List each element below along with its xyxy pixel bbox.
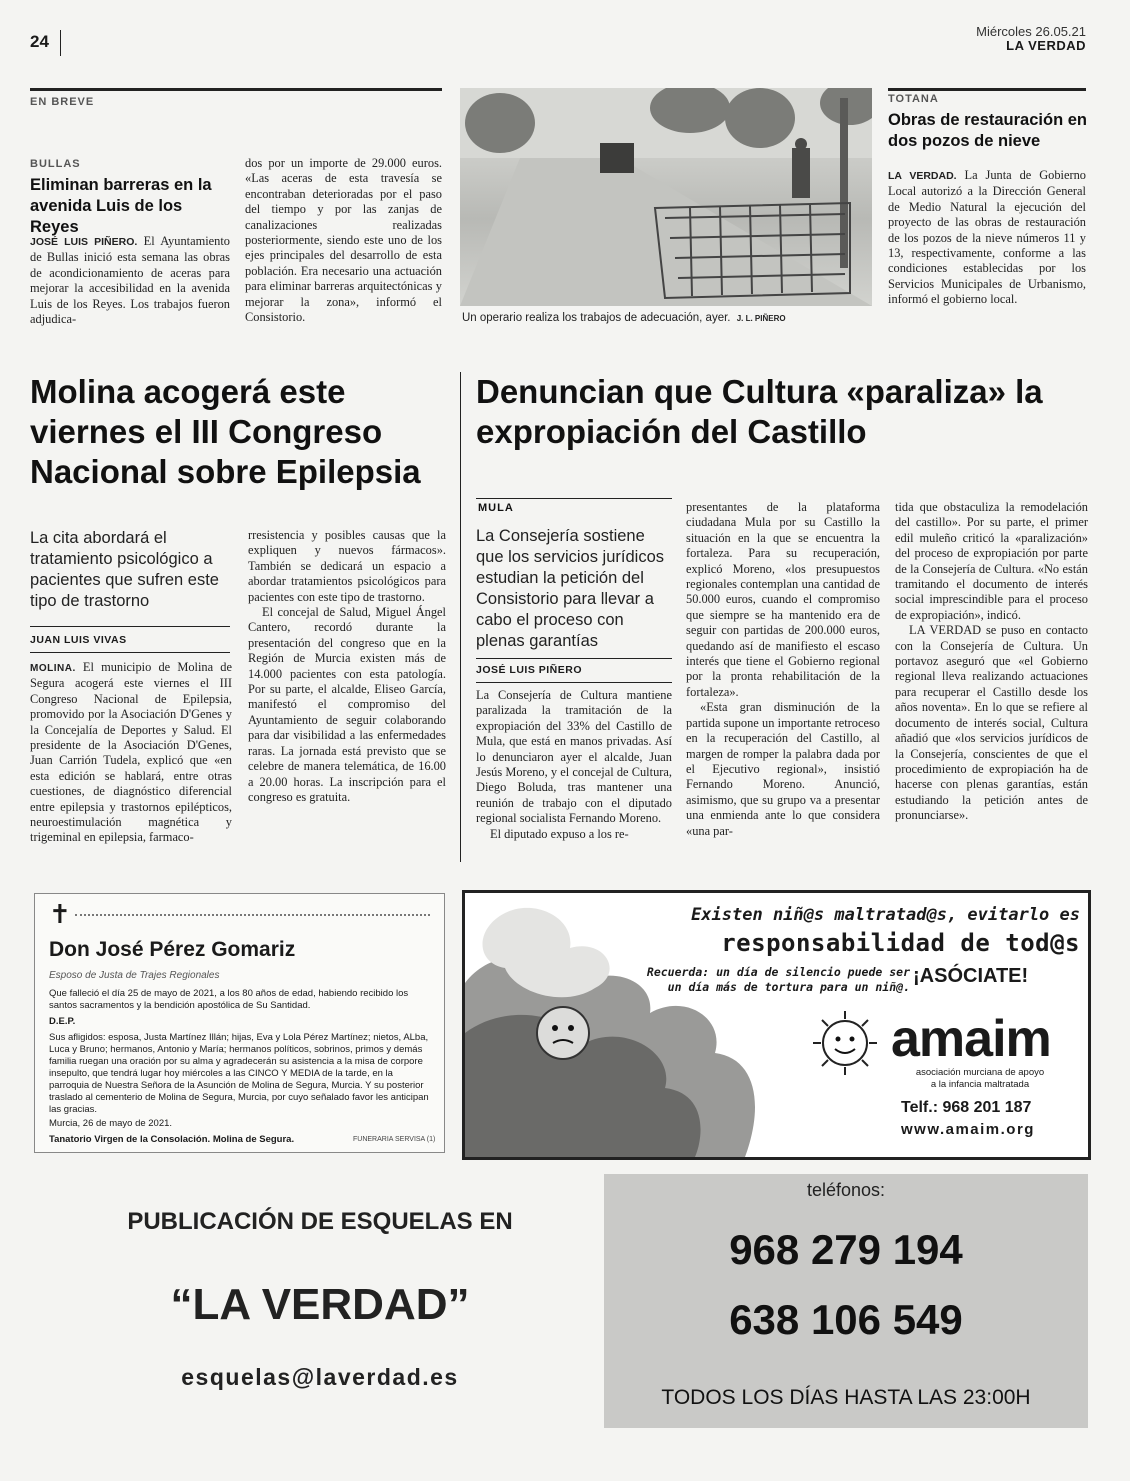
brief-headline: Eliminan barreras en la avenida Luis de los Reyes <box>30 176 212 236</box>
molina-byline-rule <box>30 626 230 627</box>
totana-location: TOTANA <box>888 93 939 105</box>
header-divider <box>60 30 61 56</box>
brief-col2-text: dos por un importe de 29.000 euros. «Las aceras de esta travesía se encontraban deterioradas por el paso del tiempo y por las zanjas de canalizaciones realizadas posteriormente, siendo este uno de los ejes principales del desarrollo de esta población. Era necesario una actuación para eliminar barreras arquitectónicas y mejorar la zona», informó el Consistorio. <box>245 156 442 325</box>
molina-col2-p2: El concejal de Salud, Miguel Ángel Cantero, recordó durante la presentación del congreso que en la Región de Murcia existen más de 14.000 pacientes con esta patología. Por su parte, el alcalde, Eliseo García, manifestó el compromiso del Ayuntamiento de seguir colaborando para dar visibilidad a las enfermedades raras. La jornada está previsto que se celebre de manera telemática, de 16.00 a 20.00 horas. La inscripción para el congreso es gratuita. <box>248 605 446 804</box>
molina-col2 <box>248 528 446 805</box>
header-date: Miércoles 26.05.21 <box>976 24 1086 39</box>
amaim-line2: responsabilidad de tod@s <box>721 929 1080 957</box>
funeral-home: FUNERARIA SERVISA (1) <box>353 1136 436 1143</box>
amaim-ad <box>462 890 1091 1160</box>
esquelas-email: esquelas@laverdad.es <box>181 1364 459 1390</box>
brief-col1-text: El Ayuntamiento de Bullas inició esta semana las obras de acondicionamiento de aceras para mejorar la accesibilidad en la avenida Luis de los Reyes. Los trabajos fueron adjudica- <box>30 234 230 327</box>
totana-text <box>888 168 1086 308</box>
mula-deck: La Consejería sostiene que los servicios jurídicos estudian la petición del Consistorio para llevar a cabo el proceso con plenas garantías <box>476 527 664 650</box>
esquelas-hours: TODOS LOS DÍAS HASTA LAS 23:00H <box>661 1386 1031 1409</box>
amaim-line3b: un día más de tortura para un niñ@. <box>667 980 910 994</box>
brief-byline: JOSÉ LUIS PIÑERO. <box>30 236 138 248</box>
amaim-tagline1: asociación murciana de apoyo <box>915 1067 1045 1078</box>
mula-col3-p1: tida que obstaculiza la remodelación del castillo». Por su parte, el primer edil muleño criticó la «paralización» del proceso de expropiación por parte de la Consejería de Cultura. «No están tramitando el documento de interés social imprescindible para el proceso de expropiación», indicó. <box>895 500 1088 622</box>
obituary-decor-line <box>75 914 430 916</box>
news-photo <box>460 88 872 306</box>
photo-caption <box>462 312 786 324</box>
mula-byline: JOSÉ LUIS PIÑERO <box>476 664 583 676</box>
amaim-phone: Telf.: 968 201 187 <box>901 1099 1032 1116</box>
mula-col1-p2: El diputado expuso a los re- <box>490 826 629 841</box>
amaim-tagline2: a la infancia maltratada <box>930 1079 1030 1090</box>
phone-2: 638 106 549 <box>729 1296 963 1343</box>
phone-1: 968 279 194 <box>729 1226 963 1273</box>
photo-caption-text: Un operario realiza los trabajos de adecuación, ayer. <box>462 312 731 324</box>
molina-col1 <box>30 660 232 846</box>
amaim-web: www.amaim.org <box>901 1121 1035 1138</box>
mula-col2 <box>686 500 880 839</box>
column-divider <box>460 372 461 862</box>
molina-location: MOLINA. <box>30 663 76 674</box>
molina-byline: JUAN LUIS VIVAS <box>30 634 127 646</box>
street-scene-illustration <box>460 88 872 306</box>
esquelas-newspaper: “LA VERDAD” <box>170 1280 470 1329</box>
obituary-name: Don José Pérez Gomariz <box>49 938 296 961</box>
obituary-dep: D.E.P. <box>49 1016 76 1027</box>
newspaper-name: LA VERDAD <box>1006 38 1086 53</box>
cross-icon: ✝ <box>49 900 71 929</box>
amaim-cta: ¡ASÓCIATE! <box>913 965 1029 987</box>
amaim-line1: Existen niñ@s maltratad@s, evitarlo es <box>691 905 1080 925</box>
phones-label: teléfonos: <box>806 1180 886 1200</box>
mula-byline-rule <box>476 658 672 659</box>
amaim-logo: amaim <box>891 1010 1051 1068</box>
esquelas-phone-box <box>604 1174 1088 1428</box>
molina-headline: Molina acogerá este viernes el III Congreso Nacional sobre Epilepsia <box>30 373 421 490</box>
esquelas-title: PUBLICACIÓN DE ESQUELAS EN <box>127 1208 513 1235</box>
obituary-place: Tanatorio Virgen de la Consolación. Molina de Segura. <box>49 1134 295 1145</box>
molina-col2-p1: rresistencia y posibles causas que la expliquen y nuevos fármacos». También se dedicará un espacio a abordar tratamientos psicológicos para pacientes con este tipo de trastorno. <box>248 528 446 604</box>
mula-col3-p2: LA VERDAD se puso en contacto con la Consejería de Cultura. Un portavoz aseguró que «el Gobierno regional lleva realizando actuaciones para recuperar el Castillo desde los años noventa». En lo que se refiere al documento de interés social, Cultura añadió que «los servicios jurídicos de la Consejería, conscientes de que el procedimiento de expropiación ha de hacerse con plenas garantías, están estudiando la petición antes de pronunciarse». <box>895 623 1088 823</box>
amaim-line3a: Recuerda: un día de silencio puede ser <box>646 965 910 979</box>
molina-col1-text: El municipio de Molina de Segura acogerá este viernes el III Congreso Nacional de Epilepsia, promovido por la Asociación D'Genes y la Concejalía de Deportes y Salud. El presidente de la Asociación D'Genes, Juan Carrión Tudela, explicó que «en esta edición se hablará, entre otras cuestiones, de diagnóstico diferencial entre epilepsia y trastornos epilépticos, neuroestimulación magnética y trigeminal en epilepsia, farmaco- <box>30 660 232 845</box>
mula-location: MULA <box>478 502 514 514</box>
brief-top-rule <box>30 88 442 91</box>
molina-byline-rule-bottom <box>30 652 230 653</box>
brief-col2 <box>245 156 442 325</box>
obituary-box <box>34 893 445 1153</box>
mula-col1 <box>476 688 672 842</box>
totana-top-rule <box>888 88 1086 91</box>
obituary-date: Murcia, 26 de mayo de 2021. <box>49 1118 173 1129</box>
page-number: 24 <box>30 32 49 51</box>
obituary-text1: Que falleció el día 25 de mayo de 2021, a los 80 años de edad, habiendo recibido los santos sacramentos y la bendición apostólica de Su Santidad. <box>49 988 409 1011</box>
totana-text-body: La Junta de Gobierno Local autorizó a la Dirección General de Medio Natural la ejecución del proyecto de las obras de restauración de los pozos de la nieve números 11 y 13, respectivamente, conforme a las condiciones establecidas por los Servicios Municipales de Urbanismo, informó el gobierno local. <box>888 168 1086 307</box>
mula-location-rule <box>476 498 672 499</box>
mula-col1-p1: La Consejería de Cultura mantiene paralizada la tramitación de la expropiación del 33% del Castillo de Mula, que está en manos privadas. Así lo denunciaron ayer el alcalde, Juan Jesús Moreno, y el concejal de Cultura, Diego Boluda, tras mantener una reunión de trabajo con el diputado regional socialista Fernando Moreno. <box>476 688 672 826</box>
obituary-subtitle: Esposo de Justa de Trajes Regionales <box>49 970 220 981</box>
molina-deck: La cita abordará el tratamiento psicológico a pacientes que sufren este tipo de trastorno <box>30 529 219 610</box>
mula-headline: Denuncian que Cultura «paraliza» la expropiación del Castillo <box>476 373 1043 450</box>
photo-credit: J. L. PIÑERO <box>736 314 786 323</box>
brief-location: BULLAS <box>30 158 81 170</box>
mula-col2-p2: «Esta gran disminución de la partida supone un importante retroceso en la recuperación del Castillo, al margen de romper la palabra dada por el Ejecutivo regional», insistió Fernando Moreno. Anunció, asimismo, que su grupo va a presentar una enmienda ante lo que considera «una par- <box>686 700 880 838</box>
mula-col2-p1: presentantes de la plataforma ciudadana Mula por su Castillo la situación en la que se encuentra la fortaleza. Para su recuperación, explicó Moreno, «los presupuestos regionales contemplan una cantidad de 50.000 euros, cuando el compromiso que siempre se ha mantenido era de seguir con partidas de 200.000 euros, quedando así de manifiesto el escaso interés que tiene el Gobierno regional por la pronta rehabilitación de la fortaleza». <box>686 500 880 699</box>
mula-col3 <box>895 500 1088 824</box>
mula-byline-rule-bottom <box>476 682 672 683</box>
totana-headline: Obras de restauración en dos pozos de nieve <box>888 111 1087 150</box>
obituary-text2: Sus afligidos: esposa, Justa Martínez Illán; hijas, Eva y Lola Pérez Martínez; nietos, ALba, Luca y Bruno; hermanos, Antonio y María; hermanos políticos, sobrinos, primos y demás familia ruegan una oración por su alma y agradecerán su asistencia a la misa de corpore insepulto, que tendrá lugar hoy miércoles a las CINCO Y MEDIA de la tarde, en la parroquia de Nuestra Señora de la Asunción de Molina de Segura, Murcia. Y su posterior traslado al cementerio de Molina de Segura, Murcia, por cuyo señalado favor les anticipan las gracias. <box>49 1032 429 1115</box>
section-tag-en-breve: EN BREVE <box>30 96 95 108</box>
totana-byline: LA VERDAD. <box>888 170 957 182</box>
brief-col1 <box>30 234 230 327</box>
